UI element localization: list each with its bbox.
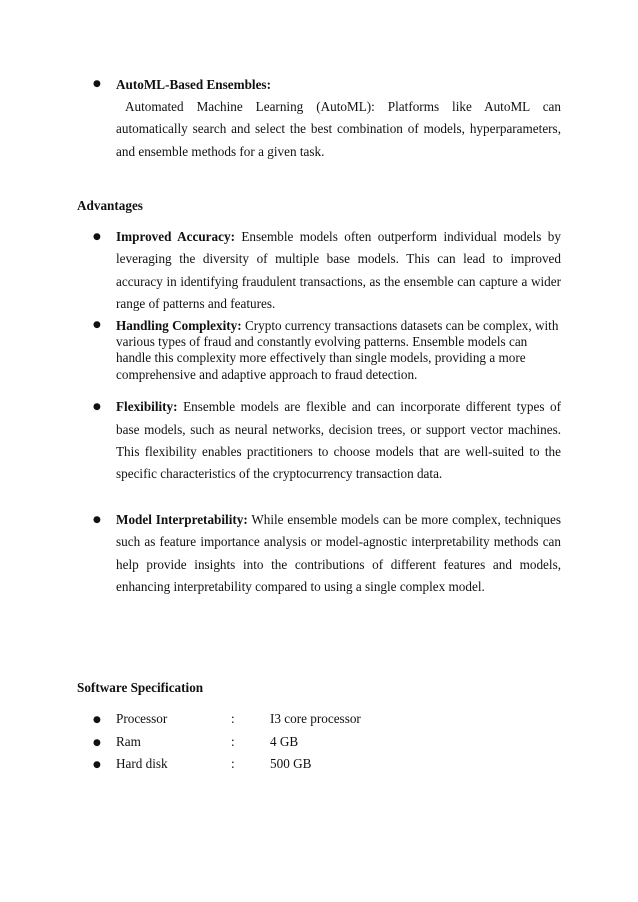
bullet-icon: ●	[93, 402, 101, 413]
bullet-icon: ●	[93, 737, 101, 748]
spec-row-hard-disk	[0, 753, 638, 776]
spec-colon: :	[231, 711, 235, 726]
advantage-text: Flexibility: Ensemble models are flexible and can incorporate different types of base models, such as neural networks, decision trees, or support vector machines. This flexibility enables practitioners to choose models that are well-suited to the specific characteristics of the cryptocurrency transaction data.	[116, 399, 561, 482]
spec-value: 500 GB	[270, 756, 312, 771]
spec-name: Ram	[116, 733, 141, 749]
advantage-item-handling-complexity	[0, 318, 638, 384]
software-spec-heading: Software Specification	[77, 680, 204, 695]
software-spec-list	[0, 708, 638, 776]
advantage-text: Improved Accuracy: Ensemble models often outperform individual models by leveraging the diversity of multiple base models. This can lead to improved accuracy in identifying fraudulent transactions, as the ensemble can capture a wider range of patterns and features.	[116, 229, 561, 312]
spec-colon: :	[231, 756, 235, 771]
spec-colon: :	[231, 733, 235, 749]
bullet-icon: ●	[93, 514, 101, 525]
bullet-icon: ●	[93, 79, 101, 89]
automl-title: AutoML-Based Ensembles:	[116, 77, 271, 92]
advantage-item-flexibility	[0, 396, 638, 486]
advantage-term: Handling Complexity:	[116, 317, 242, 333]
bullet-icon: ●	[93, 232, 101, 242]
advantage-text: Model Interpretability: While ensemble models can be more complex, techniques such as feature importance analysis or model-agnostic interpretability methods can help provide insights into the contributions of different features and models, enhancing interpretability compared to using a single complex model.	[116, 511, 561, 595]
advantage-item-improved-accuracy	[0, 226, 638, 316]
bullet-icon: ●	[93, 760, 101, 770]
advantage-item-model-interpretability	[0, 509, 638, 599]
advantage-term: Flexibility:	[116, 399, 178, 415]
spec-row-processor	[0, 708, 638, 731]
automl-section	[0, 76, 638, 163]
automl-item	[0, 76, 638, 163]
advantages-heading: Advantages	[77, 198, 143, 213]
advantages-list	[0, 226, 638, 599]
bullet-icon: ●	[93, 715, 101, 725]
advantage-text: Handling Complexity: Crypto currency transactions datasets can be complex, with various types of fraud and constantly evolving patterns. Ensemble models can handle this complexity more effectively than single models, providing a more comprehensive and adaptive approach to fraud detection.	[116, 317, 559, 382]
spec-name: Processor	[116, 711, 168, 726]
spec-row-ram	[0, 731, 638, 754]
spec-value: I3 core processor	[270, 711, 361, 726]
spec-value: 4 GB	[270, 733, 299, 749]
automl-body: Automated Machine Learning (AutoML): Platforms like AutoML can automatically search and select the best combination of models, hyperparameters, and ensemble methods for a given task.	[116, 99, 561, 159]
advantage-term: Model Interpretability:	[116, 511, 248, 527]
bullet-icon: ●	[93, 319, 101, 330]
spec-name: Hard disk	[116, 756, 168, 771]
advantage-term: Improved Accuracy:	[116, 229, 235, 244]
